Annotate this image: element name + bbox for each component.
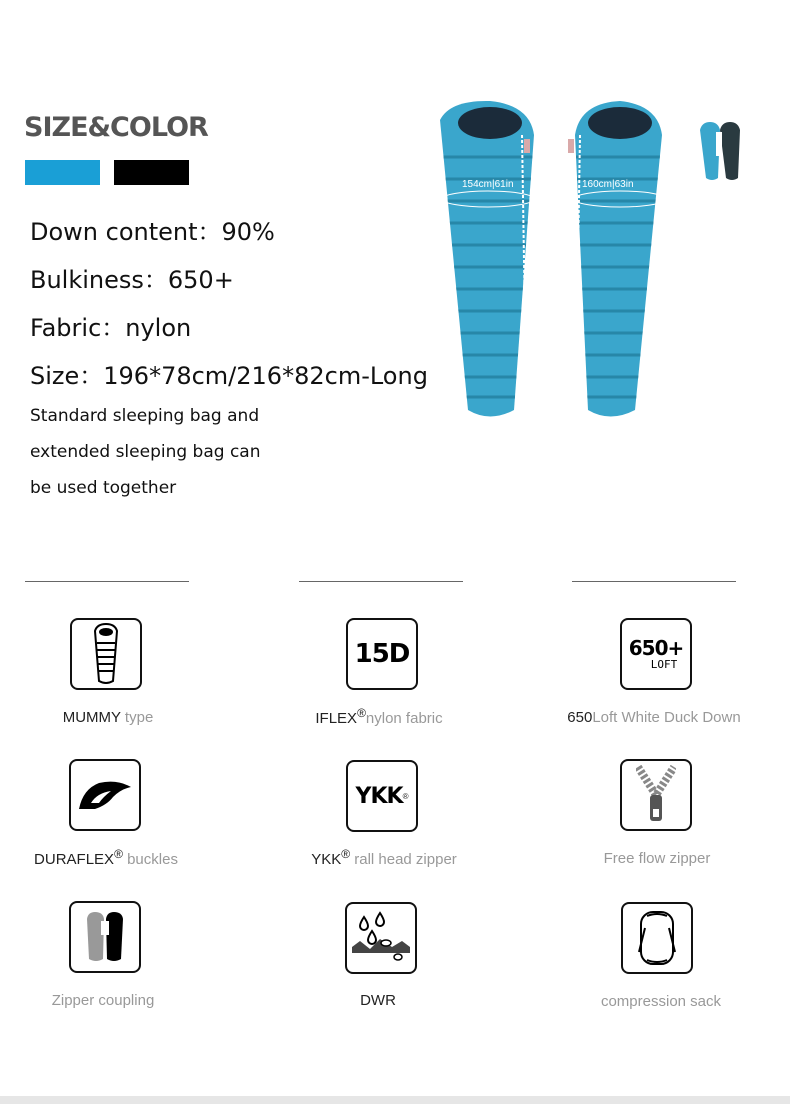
loft-icon-text: LOFT (650, 658, 678, 671)
spec-down-content: Down content：90% (30, 218, 275, 246)
water-drops-icon (345, 902, 417, 974)
15d-icon-text: 15D (354, 639, 410, 669)
feature-caption-free-flow: Free flow zipper (603, 850, 711, 867)
section-divider (25, 581, 189, 582)
spec-size: Size：196*78cm/216*82cm-Long (30, 362, 428, 390)
bag-left-size-label: 154cm|61in (462, 179, 514, 190)
coupled-bags-thumbnail (698, 120, 742, 184)
feature-caption-dwr: DWR (360, 992, 396, 1009)
zipper-coupling-icon (69, 901, 141, 973)
bag-right-size-label: 160cm|63in (582, 179, 634, 190)
buckle-icon (69, 759, 141, 831)
feature-caption-zipper-ykk: YKK® rall head zipper (311, 847, 457, 868)
bottom-bar (0, 1096, 790, 1104)
feature-caption-fabric: IFLEX®nylon fabric (315, 706, 443, 727)
note-line: be used together (30, 478, 177, 498)
section-divider (572, 581, 736, 582)
section-divider (299, 581, 463, 582)
bag-right (575, 101, 662, 417)
feature-caption-mummy: MUMMY type (62, 709, 154, 726)
note-line: extended sleeping bag can (30, 442, 261, 462)
spec-bulkiness: Bulkiness：650+ (30, 266, 234, 294)
mummy-bag-icon (70, 618, 142, 690)
color-swatch-blue[interactable] (25, 160, 100, 185)
zipper-icon (620, 759, 692, 831)
note-line: Standard sleeping bag and (30, 406, 260, 426)
page-title: SIZE&COLOR (24, 112, 208, 143)
spec-fabric: Fabric：nylon (30, 314, 192, 342)
color-swatch-black[interactable] (114, 160, 189, 185)
feature-caption-coupling: Zipper coupling (51, 992, 155, 1009)
ykk-icon-text: YKK (355, 783, 403, 809)
feature-caption-compression: compression sack (600, 993, 722, 1010)
feature-caption-loft: 650Loft White Duck Down (567, 709, 741, 726)
feature-caption-buckles: DURAFLEX® buckles (34, 847, 178, 868)
ykk-icon: YKK ® (346, 760, 418, 832)
compression-sack-icon (621, 902, 693, 974)
650-icon-text: 650+ (628, 636, 684, 660)
bag-left (440, 101, 534, 417)
15d-icon (346, 618, 418, 690)
650-loft-icon (620, 618, 692, 690)
sleeping-bags-illustration (430, 95, 670, 425)
